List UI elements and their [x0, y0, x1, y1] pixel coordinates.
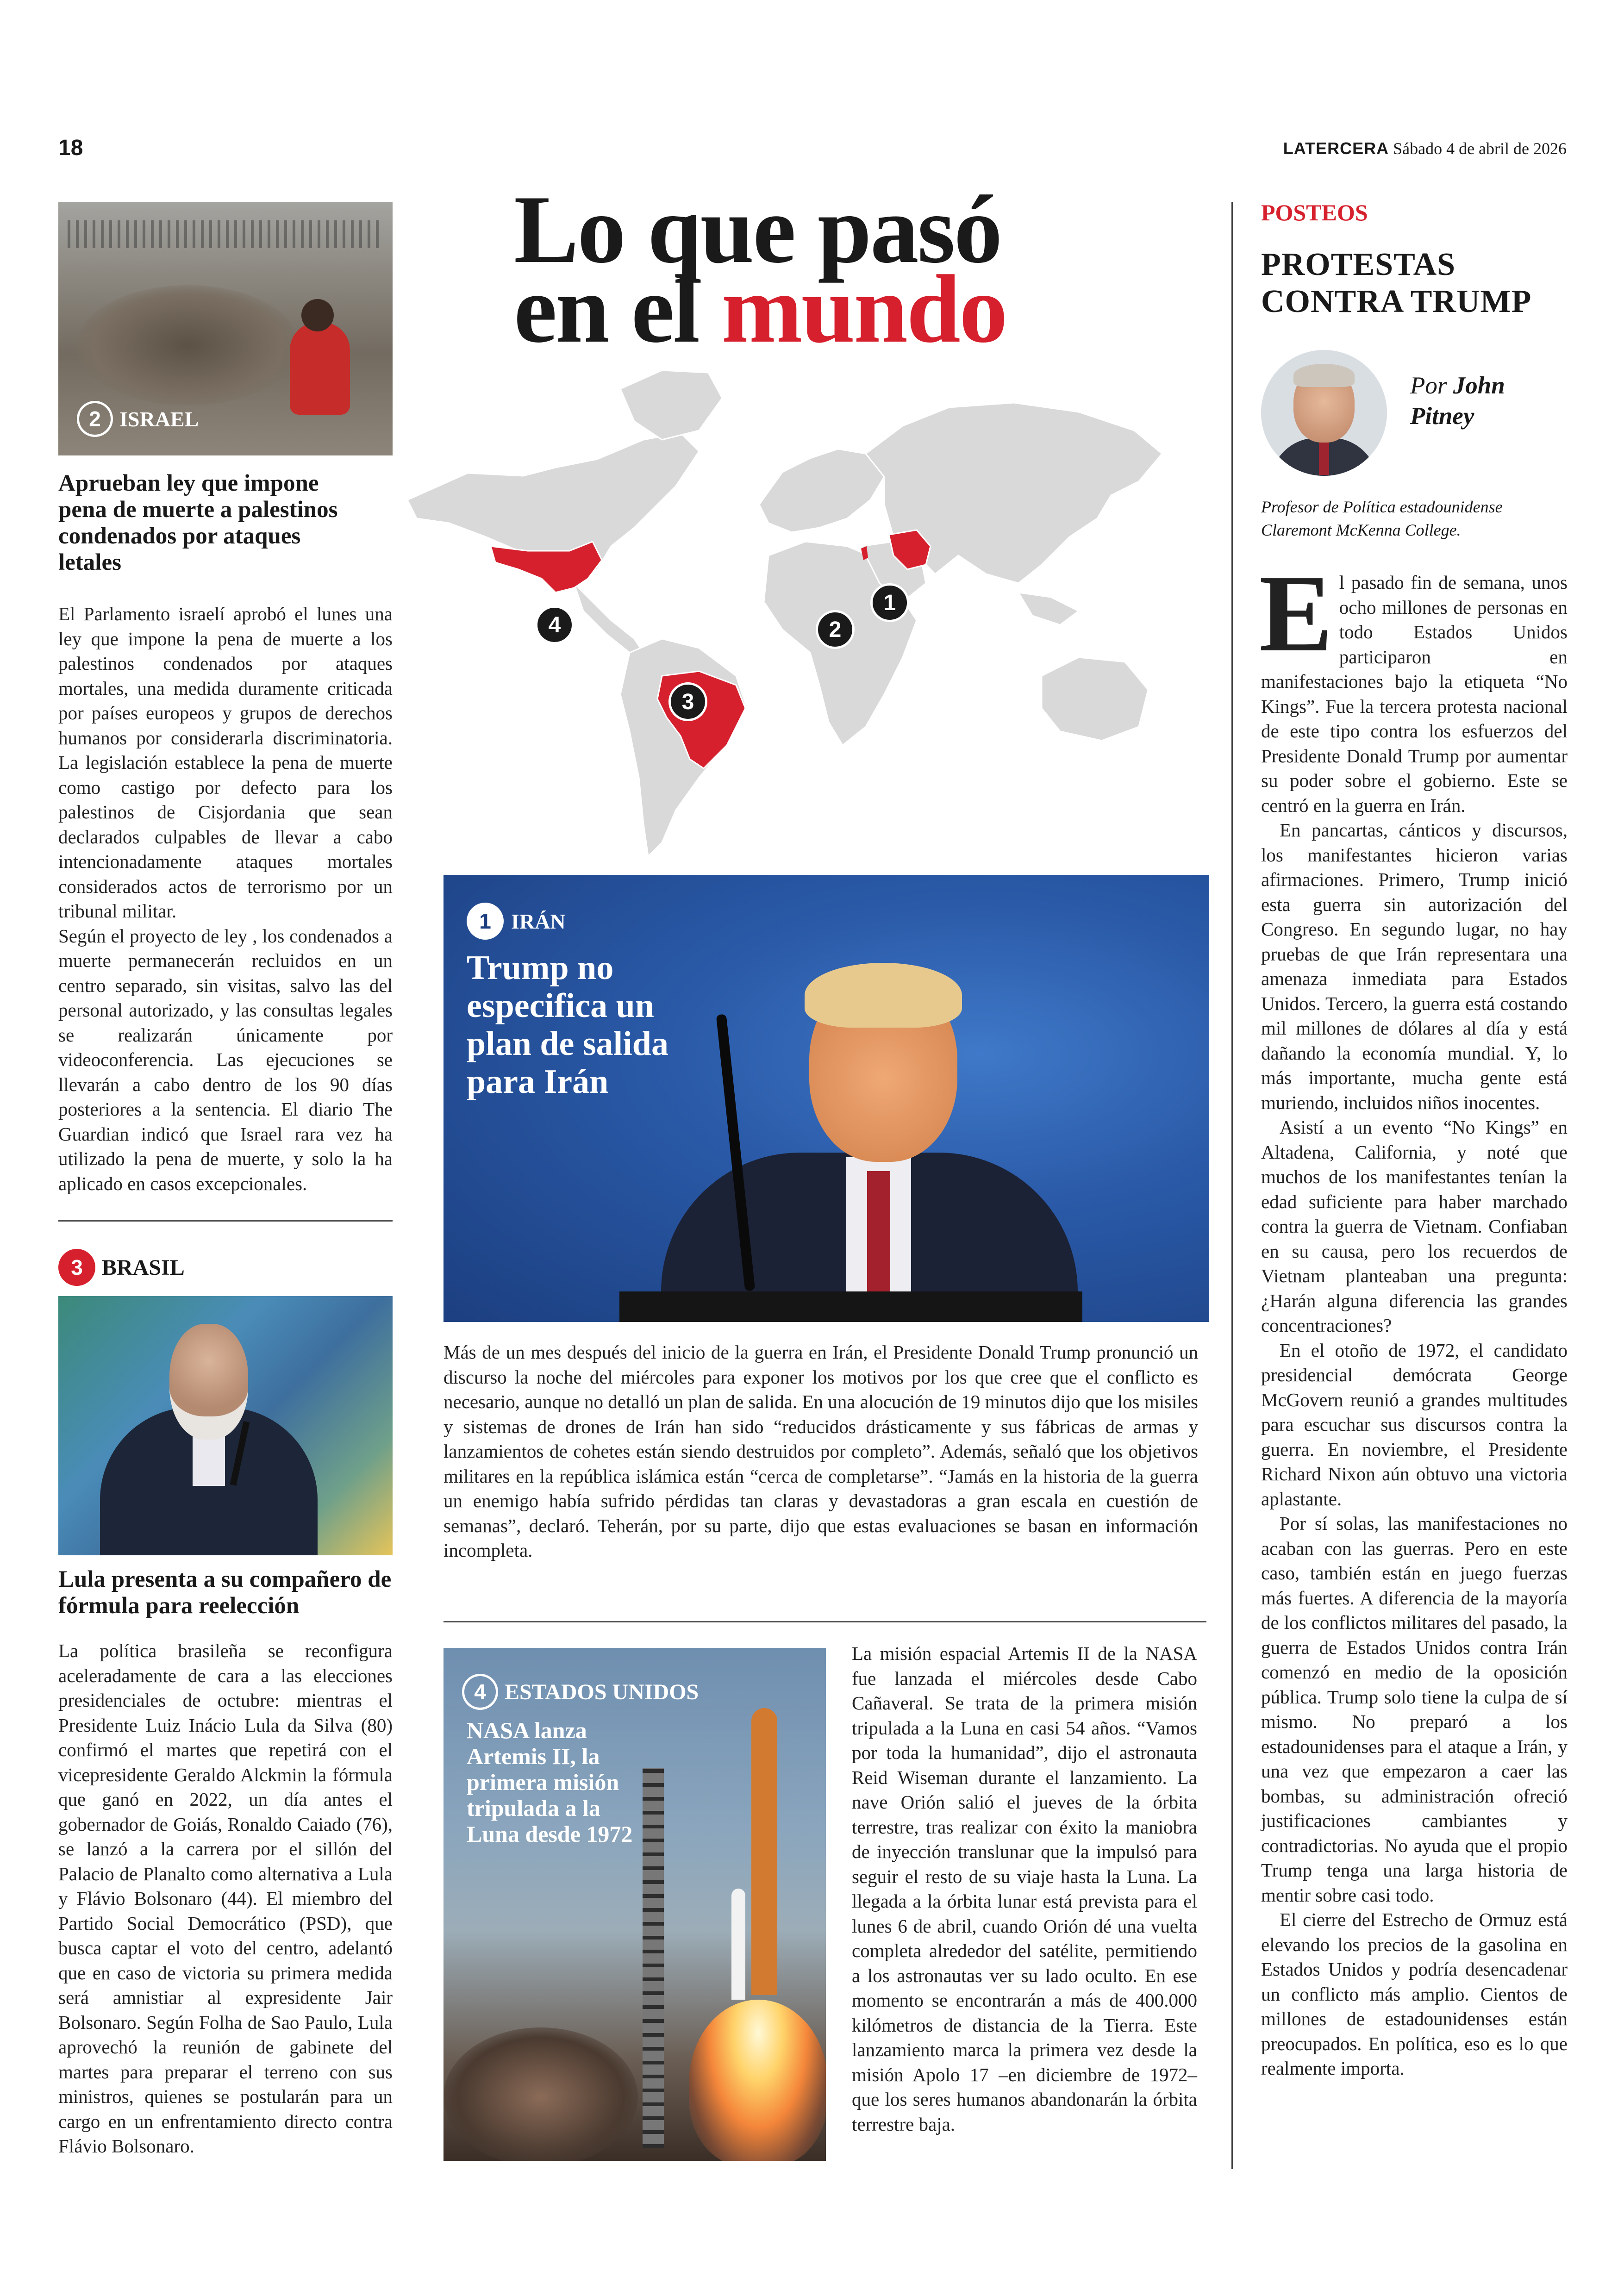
- author-bio: Profesor de Política estadounidense Claremont McKenna College.: [1261, 498, 1503, 539]
- greenland-shape: [620, 370, 722, 440]
- usa-photo: [443, 1648, 826, 2161]
- usa-photo-rocket: [751, 1708, 777, 1995]
- usa-photo-smoke: [443, 2027, 638, 2161]
- posteos-dropcap: E: [1259, 553, 1333, 674]
- iran-photo-tie: [867, 1171, 890, 1291]
- southeast-asia-shape: [1018, 592, 1079, 625]
- page-header: [1283, 139, 1567, 158]
- map-marker-4: 4: [535, 605, 574, 644]
- page-title-accent: mundo: [721, 256, 1006, 363]
- author-byline: Por John Pitney: [1410, 372, 1505, 430]
- israel-body: El Parlamento israelí aprobó el lunes una ley que impone la pena de muerte a los palestinos condenados por ataques mortales, una medida duramente criticada por países europeos y grupos de derechos humanos por considerarla discriminatoria. La legislación establece la pena de muerte como castigo por defecto para los palestinos de Cisjordania que sean declarados culpables de llevar a cabo intencionadamente ataques mortales considerados actos de terrorismo por un tribunal militar. Según el proyecto de ley , los condenados a muerte permanecerán recluidos en un centro separado, sin visitas, salvo las del personal autorizado, y las consultas legales se realizarán únicamente por videoconferencia. Las ejecuciones se llevarán a cabo dentro de los 90 días posteriores a la sentencia. El diario The Guardian indicó que Israel rara vez ha utilizado la pena de muerte, y solo la ha aplicado en casos excepcionales.: [58, 603, 393, 1194]
- posteos-title-line1: PROTESTAS: [1261, 247, 1456, 282]
- brasil-section-label: BRASIL: [102, 1255, 185, 1280]
- center-divider: [443, 1621, 1206, 1622]
- brasil-label: [58, 1249, 185, 1286]
- israel-photo-crater: [77, 285, 299, 405]
- publication-date: Sábado 4 de abril de 2026: [1393, 139, 1567, 158]
- posteos-title: [1261, 246, 1531, 320]
- usa-headline: NASA lanza Artemis II, la primera misión tripulada a la Luna desde 1972: [467, 1717, 633, 1847]
- right-column-rule: [1231, 202, 1233, 2169]
- map-marker-1: 1: [870, 583, 909, 622]
- iran-section-label: IRÁN: [511, 909, 566, 933]
- south-america-shape: [620, 639, 745, 856]
- israel-headline: Aprueban ley que impone pena de muerte a palestinos condenados por ataques letales: [58, 470, 338, 575]
- author-name: John Pitney: [1410, 372, 1505, 430]
- israel-section-label: ISRAEL: [119, 407, 199, 431]
- usa-label: [462, 1674, 699, 1710]
- europe-shape: [759, 449, 884, 532]
- australia-shape: [1042, 657, 1148, 741]
- map-marker-3: 3: [668, 682, 707, 721]
- iran-photo: [443, 875, 1209, 1322]
- israel-badge: 2: [77, 401, 113, 437]
- brasil-headline: Lula presenta a su compañero de fórmula para reelección: [58, 1566, 392, 1619]
- central-america-shape: [574, 583, 643, 653]
- usa-body: La misión espacial Artemis II de la NASA fue lanzada el miércoles desde Cabo Cañaveral. Se trata de la primera misión tripulada a la Luna en casi 54 años. “Vamos por toda la humanidad”, dijo el astronauta Reid Wiseman durante el lanzamiento. La nave Orión salió el jueves de la órbita terrestre, tras realizar con éxito la maniobra de inyección translunar que la impulsó para seguir el resto de su viaje hasta la Luna. La llegada a la órbita lunar está prevista para el lunes 6 de abril, cuando Orión dé una vuelta completa alrededor del satélite, permitiendo a los astronautas ver su lado oculto. En ese momento se encontrarán a más de 400.000 kilómetros de distancia de la Tierra. Este lanzamiento marca la primera vez desde la misión Apolo 17 –en diciembre de 1972– que los seres humanos abandonarán la órbita terrestre baja.: [852, 1643, 1197, 2135]
- posteos-section-label: POSTEOS: [1261, 200, 1368, 225]
- author-avatar: [1261, 350, 1387, 476]
- brasil-photo: [58, 1296, 393, 1555]
- usa-badge: 4: [462, 1674, 498, 1710]
- usa-section-label: ESTADOS UNIDOS: [505, 1679, 699, 1704]
- brasil-badge: 3: [58, 1249, 95, 1286]
- iran-photo-hair: [805, 963, 962, 1028]
- iran-label: [467, 903, 566, 940]
- brasil-photo-head: [169, 1324, 248, 1440]
- usa-photo-flame: [689, 2000, 826, 2161]
- page-title-line2: en el mundo: [514, 256, 1006, 363]
- iran-photo-podium: [619, 1291, 1082, 1322]
- iran-badge: 1: [467, 903, 504, 940]
- israel-label: [77, 401, 199, 437]
- map-marker-2: 2: [816, 610, 855, 649]
- brand-name: LATERCERA: [1283, 139, 1389, 158]
- israel-photo-crowd: [68, 220, 382, 248]
- world-map: [403, 352, 1171, 866]
- usa-photo-booster: [731, 1889, 745, 2000]
- author-avatar-tie: [1319, 438, 1329, 475]
- israel-photo: [58, 202, 393, 455]
- iran-headline: Trump no especifica un plan de salida para Irán: [467, 949, 668, 1101]
- author-avatar-hair: [1293, 364, 1355, 387]
- page-number: 18: [58, 136, 83, 160]
- israel-photo-person: [290, 322, 350, 415]
- left-column-divider: [58, 1220, 393, 1222]
- page-title: [514, 176, 1051, 363]
- page-title-line1: Lo que pasó: [514, 176, 1001, 283]
- brasil-body: La política brasileña se reconfigura aceleradamente de cara a las elecciones presidenciales de octubre: mientras el Presidente Luiz Inácio Lula da Silva (80) confirmó el martes que repetirá con el vicepresidente Geraldo Alckmin la fórmula que ganó en 2022, un día antes el gobernador de Goiás, Ronaldo Caiado (76), se lanzó a la carrera por el sillón del Palacio de Planalto como alternativa a Lula y Flávio Bolsonaro (44). El miembro del Partido Social Democrático (PSD), que busca captar el voto del centro, adelantó que en caso de victoria su primera medida será amnistiar al expresidente Jair Bolsonaro. Según Folha de Sao Paulo, Lula aprovechó la reunión de gabinete del martes para preparar el terreno con sus ministros, quienes se postularán para un cargo en un enfrentamiento directo contra Flávio Bolsonaro.: [58, 1640, 393, 2157]
- iran-body: Más de un mes después del inicio de la guerra en Irán, el Presidente Donald Trump pronunció un discurso la noche del miércoles para exponer los motivos por los que cree que el conflicto es necesario, aunque no detalló un plan de salida. En una alocución de 19 minutos dijo que los misiles y sistemas de drones de Irán han sido “reducidos drásticamente y sus fábricas de armas y lanzamientos de cohetes están siendo destruidos por completo”. Además, señaló que los objetivos militares en la república islámica están “cerca de completarse”. “Jamás en la historia de la guerra un enemigo había sufrido pérdidas tan claras y devastadoras a gran escala en cuestión de semanas”, declaró. Teherán, por su parte, dijo que estas evaluaciones se basan en información incompleta.: [443, 1341, 1198, 1561]
- posteos-title-line2: CONTRA TRUMP: [1261, 284, 1532, 319]
- israel-photo-person-head: [301, 299, 334, 331]
- posteos-body: E l pasado fin de semana, unos ocho millones de personas en todo Estados Unidos participaron en manifestaciones bajo la etiqueta “No Kings”. Fue la tercera protesta nacional de este tipo contra los esfuerzos del Presidente Donald Trump por aumentar su poder sobre el gobierno. Este se centró en la guerra en Irán. En pancartas, cánticos y discursos, los manifestantes hicieron varias afirmaciones. Primero, Trump inició esta guerra sin autorización del Congreso. En segundo lugar, no hay pruebas de que Irán representara una amenaza inmediata para Estados Unidos. Tercero, la guerra está costando mil millones de dólares al día y está dañando la economía mundial. Y, lo más importante, mucha gente está muriendo, incluidos niños inocentes. Asistí a un evento “No Kings” en Altadena, California, y noté que muchos de los manifestantes tenían la edad suficiente para haber marchado contra la guerra de Vietnam. Confiaban en su causa, pero los recuerdos de Vietnam planteaban una pregunta: ¿Harán alguna diferencia las grandes concentraciones? En el otoño de 1972, el candidato presidencial demócrata George McGovern reunió a grandes multitudes para escuchar sus discursos contra la guerra. En noviembre, el Presidente Richard Nixon aún obtuvo una victoria aplastante. Por sí solas, las manifestaciones no acaban con las guerras. Pero en este caso, también están en juego fuerzas más fuertes. A diferencia de la mayoría de los conflictos militares del pasado, la guerra de Estados Unidos contra Irán comenzó en medio de la oposición pública. Trump solo tiene la culpa de sí mismo. No preparó a los estadounidenses para el ataque a Irán, y una vez que empezaron a caer las bombas, su administración ofreció justificaciones cambiantes y contradictorias. No ayuda que el propio Trump tenga una larga historia de mentir sobre casi todo. El cierre del Estrecho de Ormuz está elevando los precios de la gasolina en Estados Unidos y podría desencadenar un conflicto más amplio. Cientos de millones de estadounidenses están preocupados. En política, eso es lo que realmente importa.: [1259, 553, 1568, 2079]
